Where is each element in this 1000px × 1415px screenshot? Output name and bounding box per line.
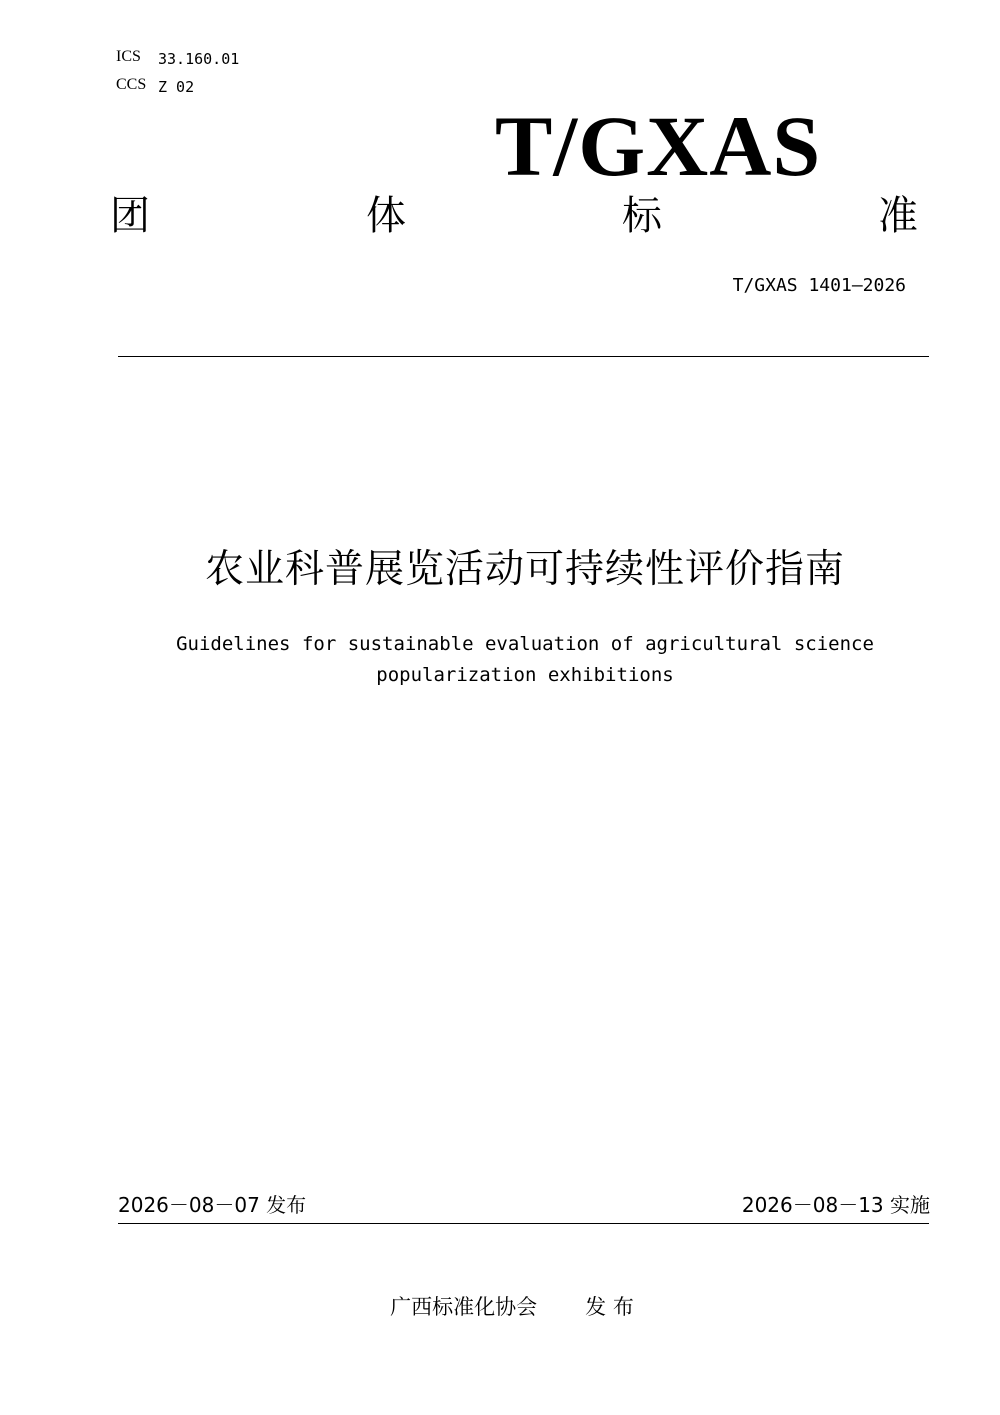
organization-logo: T/GXAS xyxy=(495,98,822,194)
ics-label: ICS xyxy=(116,48,141,65)
ccs-label: CCS xyxy=(116,76,147,93)
bottom-divider xyxy=(118,1223,929,1224)
implement-date: 2026－08－13 实施 xyxy=(741,1193,930,1217)
publisher-name: 广西标准化协会 xyxy=(390,1295,538,1319)
ics-value: 33.160.01 xyxy=(158,50,240,68)
publisher-action: 发 布 xyxy=(585,1295,634,1319)
top-divider xyxy=(118,356,929,357)
document-title-zh: 农业科普展览活动可持续性评价指南 xyxy=(204,547,845,592)
standard-type-char-4: 准 xyxy=(878,193,918,239)
standard-type-char-3: 标 xyxy=(622,193,662,239)
document-title-en-line2: popularization exhibitions xyxy=(376,664,674,686)
publish-date: 2026－08－07 发布 xyxy=(118,1193,307,1217)
standard-type-char-1: 团 xyxy=(110,193,150,239)
publisher-line xyxy=(0,1292,1000,1322)
document-title-en-line1: Guidelines for sustainable evaluation of agricultural science xyxy=(176,633,874,655)
standard-type-char-2: 体 xyxy=(366,193,406,239)
ccs-value: Z 02 xyxy=(158,78,195,96)
standard-code: T/GXAS 1401—2026 xyxy=(732,275,906,296)
